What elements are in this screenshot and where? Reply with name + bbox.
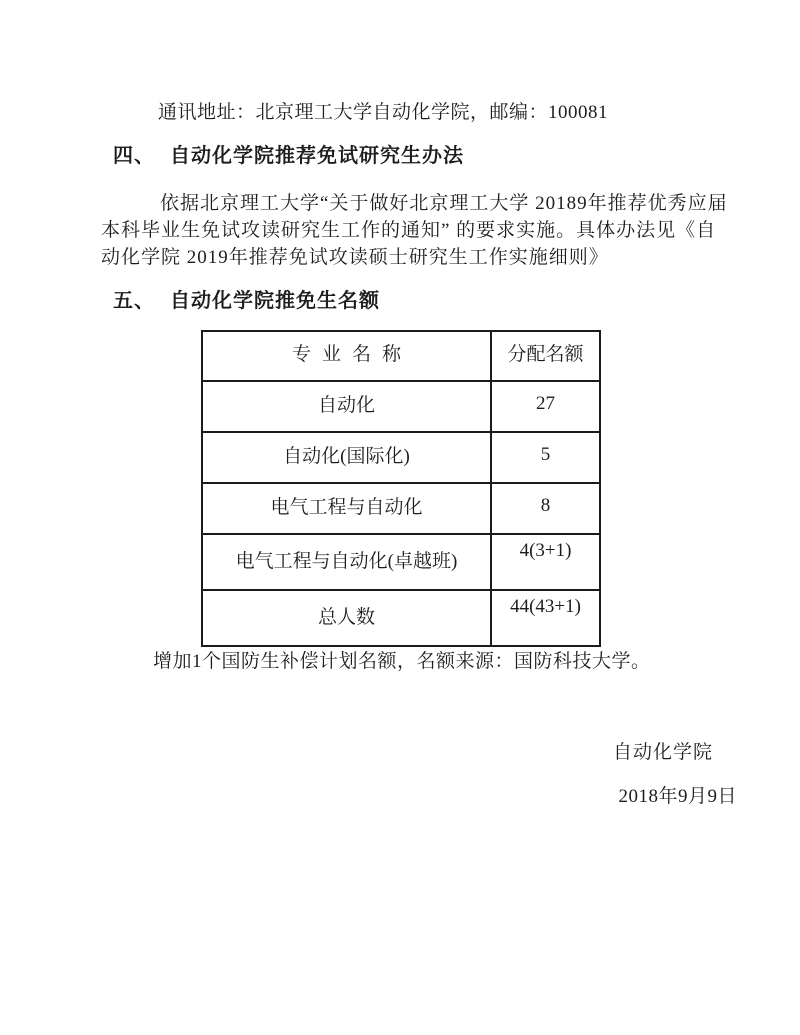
major-cell: 自动化 bbox=[202, 381, 491, 432]
section-4-number: 四、 bbox=[113, 145, 155, 167]
table-row bbox=[202, 432, 600, 483]
quota-table bbox=[201, 330, 601, 647]
section-5-number: 五、 bbox=[113, 290, 155, 312]
table-row bbox=[202, 381, 600, 432]
table-row bbox=[202, 534, 600, 590]
section-5-heading bbox=[113, 287, 380, 315]
paragraph-line-2: 本科毕业生免试攻读研究生工作的通知” 的要求实施。具体办法见《自 bbox=[101, 220, 717, 241]
major-cell: 电气工程与自动化 bbox=[202, 483, 491, 534]
major-cell: 自动化(国际化) bbox=[202, 432, 491, 483]
section-5-title: 自动化学院推免生名额 bbox=[170, 290, 380, 312]
table-header-row bbox=[202, 331, 600, 381]
section-4-paragraph bbox=[101, 190, 728, 271]
column-header-quota: 分配名额 bbox=[491, 331, 600, 381]
paragraph-line-3: 动化学院 2019年推荐免试攻读硕士研究生工作实施细则》 bbox=[101, 247, 609, 268]
major-cell: 总人数 bbox=[202, 590, 491, 646]
quota-cell: 27 bbox=[491, 381, 600, 432]
quota-cell: 8 bbox=[491, 483, 600, 534]
quota-note-line: 增加1个国防生补偿计划名额，名额来源：国防科技大学。 bbox=[153, 651, 651, 672]
section-4-title: 自动化学院推荐免试研究生办法 bbox=[170, 145, 464, 167]
signature-date: 2018年9月9日 bbox=[618, 786, 737, 807]
table-row bbox=[202, 590, 600, 646]
section-4-heading bbox=[113, 142, 464, 170]
column-header-major: 专业名称 bbox=[202, 331, 491, 381]
major-cell: 电气工程与自动化(卓越班) bbox=[202, 534, 491, 590]
table-row bbox=[202, 483, 600, 534]
signature-department: 自动化学院 bbox=[612, 742, 713, 763]
quota-cell: 5 bbox=[491, 432, 600, 483]
quota-cell: 4(3+1) bbox=[491, 534, 600, 590]
quota-cell: 44(43+1) bbox=[491, 590, 600, 646]
mailing-address-line: 通讯地址：北京理工大学自动化学院，邮编：100081 bbox=[158, 102, 609, 123]
paragraph-line-1: 依据北京理工大学“关于做好北京理工大学 20189年推荐优秀应届 bbox=[160, 193, 728, 214]
